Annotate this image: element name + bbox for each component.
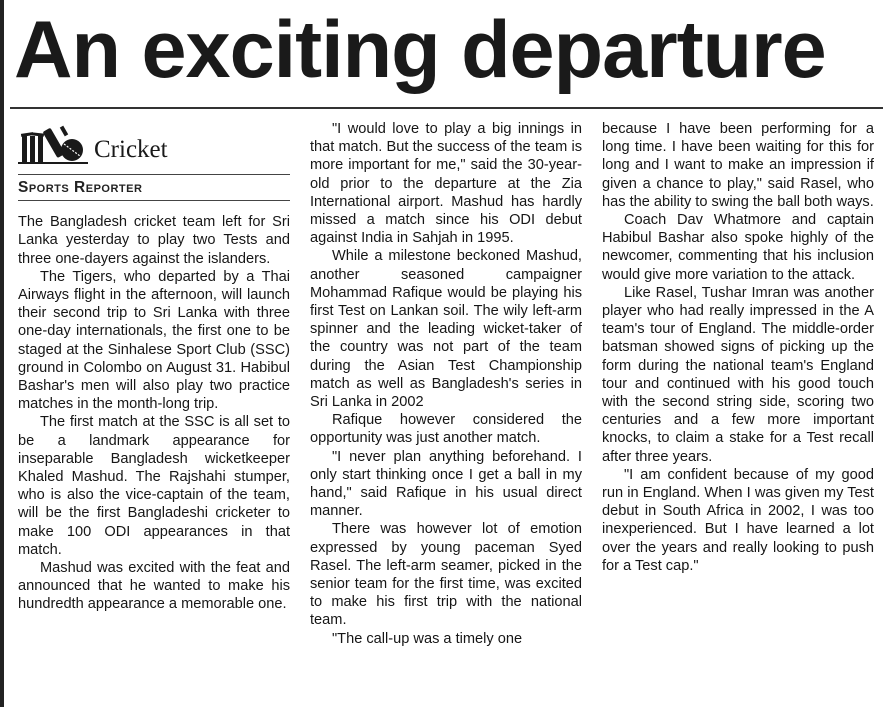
article-paragraph: Rafique however considered the opportunity was just another match. (310, 412, 582, 447)
article-paragraph: "I would love to play a big innings in that match. But the success of the team is more important for me," said the 30-year-old prior to the departure at the Zia International airport. Mashud has hardly missed a match since his ODI debut against India in Sahjah in 1995. (310, 121, 582, 247)
article-column-3 (602, 120, 874, 705)
section-header (18, 120, 290, 164)
article-paragraph: While a milestone beckoned Mashud, another seasoned campaigner Mohammad Rafique would be playing his first Test on Lankan soil. The wily left-arm spinner and the leading wicket-taker of the country was not part of the team during the Asian Test Championship match as well as Bangladesh's series in Sri Lanka in 2002 (310, 248, 582, 411)
section-name: Cricket (94, 136, 168, 163)
article-column-1 (18, 120, 290, 705)
article-column-2 (310, 120, 582, 705)
article-paragraph: "I am confident because of my good run in England. When I was given my Test debut in South Africa in 2002, I was too inexperienced. But I have learned a lot over the years and really looking to push for a Test cap." (602, 466, 874, 574)
article-paragraph: There was however lot of emotion expressed by young paceman Syed Rasel. The left-arm seamer, picked in the senior team for the first time, was excited to make his first trip with the national team. (310, 521, 582, 629)
cricket-icon (18, 124, 88, 164)
article-paragraph: The Tigers, who departed by a Thai Airways flight in the afternoon, will launch their second trip to Sri Lanka with three one-day internationals, the first one to be staged at the Sinhalese Sport Club (SSC) ground in Colombo on August 31. Habibul Bashar's men will also play two practice matches in the month-long trip. (18, 268, 290, 413)
article-paragraph: Coach Dav Whatmore and captain Habibul Bashar also spoke highly of the newcomer, commenting that his inclusion would give more variation to the attack. (602, 212, 874, 283)
article-paragraph: The Bangladesh cricket team left for Sri Lanka yesterday to play two Tests and three one-dayers against the islanders. (18, 214, 290, 267)
article-paragraph: The first match at the SSC is all set to be a landmark appearance for inseparable Bangladesh wicketkeeper Khaled Mashud. The Rajshahi stumper, who is also the vice-captain of the team, will be the first Bangladeshi cricketer to make 100 ODI appearances in that match. (18, 414, 290, 558)
column-1-text (18, 213, 290, 613)
article-paragraph: "I never plan anything beforehand. I only start thinking once I get a ball in my hand," said Rafique in his usual direct manner. (310, 448, 582, 520)
article-paragraph: because I have been performing for a long time. I have been waiting for this for long and I want to make an impression if given a chance to play," said Rasel, who has the ability to swing the ball both ways. (602, 121, 874, 210)
left-border-rule (0, 0, 4, 707)
byline: Sports Reporter (18, 179, 143, 196)
headline: An exciting departure (14, 5, 826, 95)
column-3-text (602, 120, 874, 575)
byline-box (18, 174, 290, 201)
article-paragraph: Mashud was excited with the feat and announced that he wanted to make his hundredth appearance a memorable one. (18, 560, 290, 613)
article-paragraph: "The call-up was a timely one (332, 630, 523, 647)
headline-divider (10, 107, 883, 109)
column-2-text (310, 120, 582, 648)
article-paragraph: Like Rasel, Tushar Imran was another player who had really impressed in the A team's tour of England. The middle-order batsman showed signs of picking up the form during the national team's England tour and continued with his good touch with the second string side, scoring two centuries and a few more important knocks, to claim a stake for a Test recall after three years. (602, 284, 874, 465)
